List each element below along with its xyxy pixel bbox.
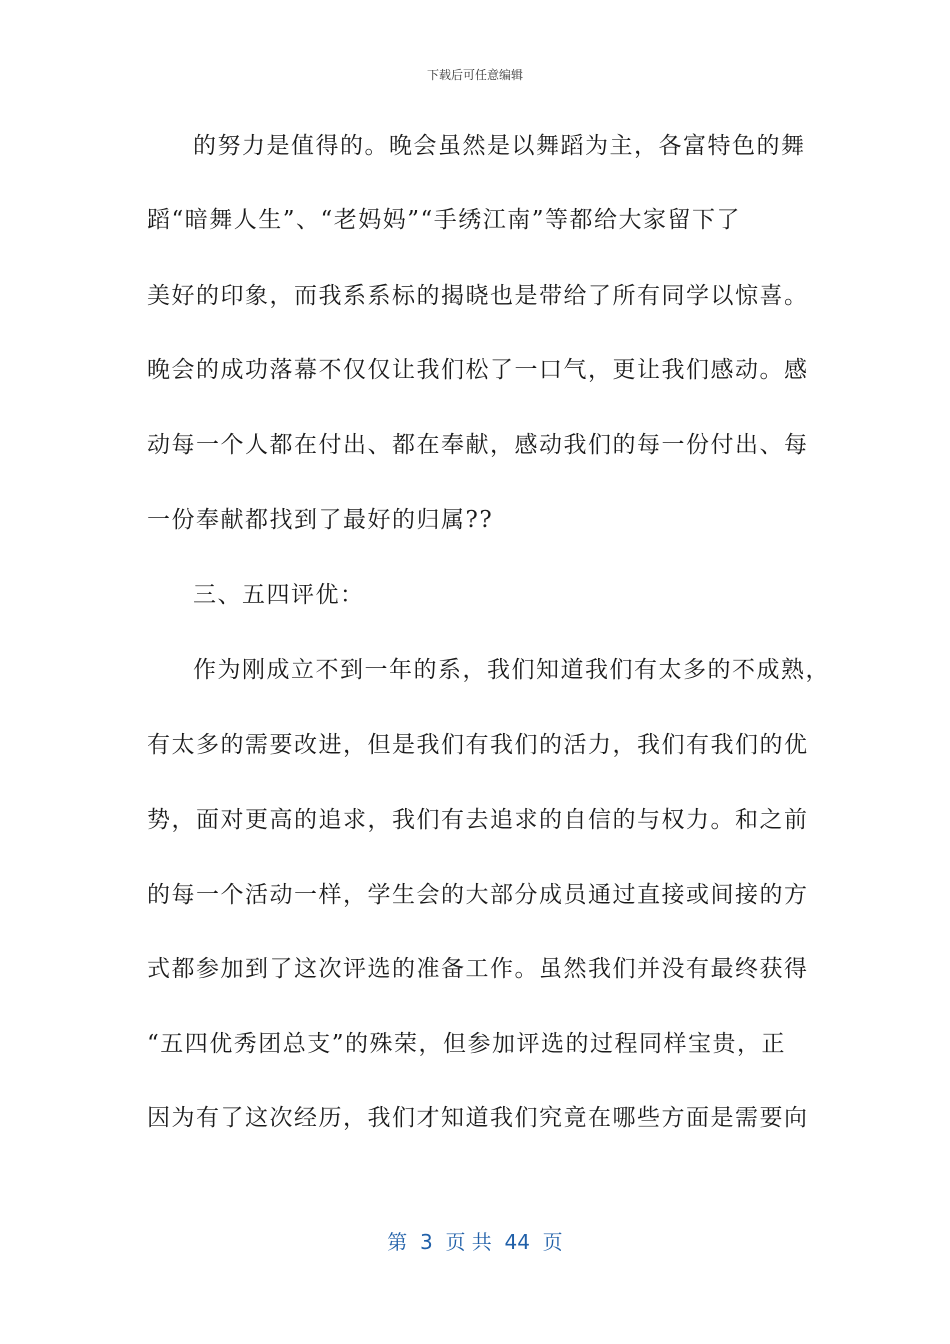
paragraph-line: 作为刚成立不到一年的系，我们知道我们有太多的不成熟， <box>193 657 830 683</box>
paragraph-line: 晚会的成功落幕不仅仅让我们松了一口气，更让我们感动。感 <box>147 357 809 383</box>
paragraph-line: 的努力是值得的。晚会虽然是以舞蹈为主，各富特色的舞 <box>193 133 806 159</box>
paragraph-line: 有太多的需要改进，但是我们有我们的活力，我们有我们的优 <box>147 732 809 758</box>
page-number-footer: 第 3 页 共 44 页 <box>387 1230 563 1254</box>
paragraph-line: 势，面对更高的追求，我们有去追求的自信的与权力。和之前 <box>147 807 809 833</box>
paragraph-line: 蹈“暗舞人生”、“老妈妈”“手绣江南”等都给大家留下了 <box>147 207 742 233</box>
paragraph-line: 动每一个人都在付出、都在奉献，感动我们的每一份付出、每 <box>147 432 809 458</box>
section-heading: 三、五四评优： <box>193 582 365 608</box>
page-header-note: 下载后可任意编辑 <box>426 68 523 82</box>
paragraph-line: 的每一个活动一样，学生会的大部分成员通过直接或间接的方 <box>147 882 809 908</box>
paragraph-line: 式都参加到了这次评选的准备工作。虽然我们并没有最终获得 <box>147 956 809 982</box>
paragraph-line: “五四优秀团总支”的殊荣，但参加评选的过程同样宝贵，正 <box>147 1031 787 1057</box>
paragraph-line: 美好的印象，而我系系标的揭晓也是带给了所有同学以惊喜。 <box>147 283 809 309</box>
paragraph-line: 因为有了这次经历，我们才知道我们究竟在哪些方面是需要向 <box>147 1105 809 1131</box>
paragraph-line: 一份奉献都找到了最好的归属?? <box>147 507 494 533</box>
